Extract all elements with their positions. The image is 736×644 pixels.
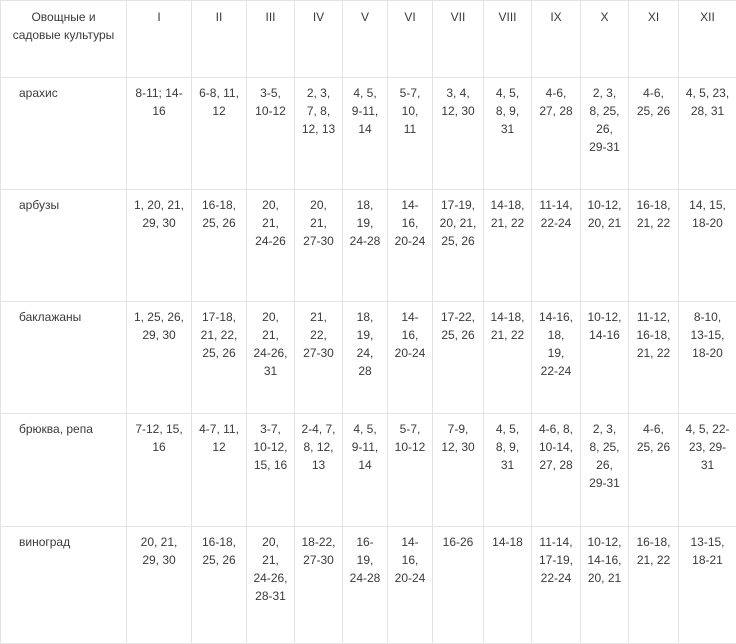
day-cell-text: 4, 5, 8, 9, 31 [490,84,525,138]
day-cell-text: 11-14, 22-24 [538,196,574,232]
day-cell [192,302,247,414]
day-cell-text: 14-16, 18, 19, 22-24 [538,308,574,380]
table-row [1,527,736,644]
day-cell-text: 16-26 [439,533,477,551]
day-cell [433,78,484,190]
header-month: VIII [484,1,532,78]
day-cell-text: 2-4, 7, 8, 12, 13 [301,420,336,474]
day-cell [247,527,295,644]
day-cell-text: 16-19, 24-28 [349,533,381,587]
day-cell [679,527,736,644]
day-cell-text: 5-7, 10, 11 [394,84,426,138]
crop-name [1,527,127,644]
day-cell-text: 17-18, 21, 22, 25, 26 [198,308,240,362]
day-cell [629,190,679,302]
header-row [1,1,736,78]
day-cell-text: 4, 5, 9-11, 14 [349,420,381,474]
crop-name [1,78,127,190]
day-cell-text: 4, 5, 9-11, 14 [349,84,381,138]
crop-name [1,414,127,527]
day-cell [581,527,629,644]
day-cell-text: 3, 4, 12, 30 [439,84,477,120]
header-month: VI [388,1,433,78]
day-cell-text: 13-15, 18-21 [685,533,730,569]
day-cell-text: 4, 5, 23, 28, 31 [685,84,730,120]
day-cell [433,414,484,527]
day-cell-text: 4-6, 27, 28 [538,84,574,120]
day-cell [247,302,295,414]
header-month: IV [295,1,343,78]
day-cell-text: 4, 5, 22-23, 29-31 [685,420,730,474]
crop-name [1,302,127,414]
day-cell [679,414,736,527]
header-month: I [127,1,192,78]
header-crops-label: Овощные и садовые культуры [9,8,118,44]
header-month: V [343,1,388,78]
day-cell [532,302,581,414]
day-cell [388,414,433,527]
header-month: XII [679,1,736,78]
day-cell-text: 4-7, 11, 12 [198,420,240,456]
day-cell-text: 4, 5, 8, 9, 31 [490,420,525,474]
day-cell [629,527,679,644]
day-cell-text: 10-12, 20, 21 [587,196,622,232]
day-cell [295,78,343,190]
day-cell-text: 7-12, 15, 16 [133,420,185,456]
day-cell-text: 17-19, 20, 21, 25, 26 [439,196,477,250]
day-cell [247,190,295,302]
day-cell [192,78,247,190]
day-cell [127,414,192,527]
day-cell [388,78,433,190]
header-month: VII [433,1,484,78]
crop-name-text: баклажаны [19,308,126,326]
header-crops [1,1,127,78]
day-cell-text: 14, 15, 18-20 [685,196,730,232]
day-cell-text: 16-18, 21, 22 [635,533,672,569]
day-cell-text: 17-22, 25, 26 [439,308,477,344]
day-cell-text: 20, 21, 27-30 [301,196,336,250]
day-cell [388,190,433,302]
day-cell [532,414,581,527]
header-month: III [247,1,295,78]
day-cell-text: 7-9, 12, 30 [439,420,477,456]
day-cell [679,302,736,414]
crop-name-text: виноград [19,533,126,551]
day-cell [433,302,484,414]
day-cell [532,78,581,190]
day-cell [532,190,581,302]
day-cell-text: 10-12, 14-16, 20, 21 [587,533,622,587]
day-cell-text: 8-11; 14-16 [133,84,185,120]
day-cell-text: 8-10, 13-15, 18-20 [685,308,730,362]
day-cell [247,414,295,527]
day-cell [679,78,736,190]
day-cell-text: 20, 21, 29, 30 [133,533,185,569]
crop-name-text: арахис [19,84,126,102]
day-cell-text: 11-14, 17-19, 22-24 [538,533,574,587]
day-cell [629,78,679,190]
day-cell [629,302,679,414]
header-month: IX [532,1,581,78]
day-cell-text: 1, 20, 21, 29, 30 [133,196,185,232]
day-cell [581,302,629,414]
table-row [1,302,736,414]
day-cell-text: 18-22, 27-30 [301,533,336,569]
day-cell [581,78,629,190]
day-cell-text: 4-6, 25, 26 [635,84,672,120]
header-month: X [581,1,629,78]
day-cell [127,527,192,644]
day-cell [295,190,343,302]
table-row [1,414,736,527]
day-cell [295,302,343,414]
day-cell [127,78,192,190]
day-cell-text: 18, 19, 24, 28 [349,308,381,380]
day-cell [433,527,484,644]
day-cell [343,78,388,190]
day-cell-text: 5-7, 10-12 [394,420,426,456]
day-cell-text: 16-18, 21, 22 [635,196,672,232]
day-cell-text: 20, 21, 24-26 [253,196,288,250]
day-cell-text: 6-8, 11, 12 [198,84,240,120]
day-cell [484,78,532,190]
header-month: XI [629,1,679,78]
day-cell [581,414,629,527]
day-cell-text: 14-18, 21, 22 [490,196,525,232]
day-cell-text: 2, 3, 7, 8, 12, 13 [301,84,336,138]
day-cell-text: 20, 21, 24-26, 28-31 [253,533,288,605]
day-cell [679,190,736,302]
day-cell [295,527,343,644]
day-cell [192,190,247,302]
day-cell-text: 1, 25, 26, 29, 30 [133,308,185,344]
day-cell-text: 21, 22, 27-30 [301,308,336,362]
day-cell-text: 16-18, 25, 26 [198,533,240,569]
crop-name-text: брюква, репа [19,420,126,438]
day-cell [629,414,679,527]
day-cell-text: 3-7, 10-12, 15, 16 [253,420,288,474]
day-cell-text: 14-16, 20-24 [394,196,426,250]
day-cell-text: 14-16, 20-24 [394,308,426,362]
day-cell-text: 4-6, 8, 10-14, 27, 28 [538,420,574,474]
day-cell [192,527,247,644]
day-cell-text: 2, 3, 8, 25, 26, 29-31 [587,84,622,156]
table-row [1,190,736,302]
day-cell-text: 16-18, 25, 26 [198,196,240,232]
day-cell-text: 18, 19, 24-28 [349,196,381,250]
day-cell [295,414,343,527]
crop-name [1,190,127,302]
day-cell [127,302,192,414]
day-cell-text: 14-18, 21, 22 [490,308,525,344]
day-cell [532,527,581,644]
day-cell [343,190,388,302]
day-cell [343,414,388,527]
day-cell [433,190,484,302]
day-cell-text: 14-16, 20-24 [394,533,426,587]
day-cell [388,302,433,414]
day-cell [127,190,192,302]
day-cell [484,527,532,644]
day-cell-text: 14-18 [490,533,525,551]
day-cell [484,302,532,414]
crop-name-text: арбузы [19,196,126,214]
day-cell-text: 3-5, 10-12 [253,84,288,120]
day-cell [343,302,388,414]
day-cell [247,78,295,190]
day-cell [343,527,388,644]
day-cell-text: 11-12, 16-18, 21, 22 [635,308,672,362]
day-cell-text: 4-6, 25, 26 [635,420,672,456]
header-month: II [192,1,247,78]
day-cell [484,414,532,527]
day-cell-text: 10-12, 14-16 [587,308,622,344]
day-cell [581,190,629,302]
day-cell-text: 2, 3, 8, 25, 26, 29-31 [587,420,622,492]
day-cell [484,190,532,302]
day-cell [388,527,433,644]
day-cell [192,414,247,527]
day-cell-text: 20, 21, 24-26, 31 [253,308,288,380]
table-row [1,78,736,190]
